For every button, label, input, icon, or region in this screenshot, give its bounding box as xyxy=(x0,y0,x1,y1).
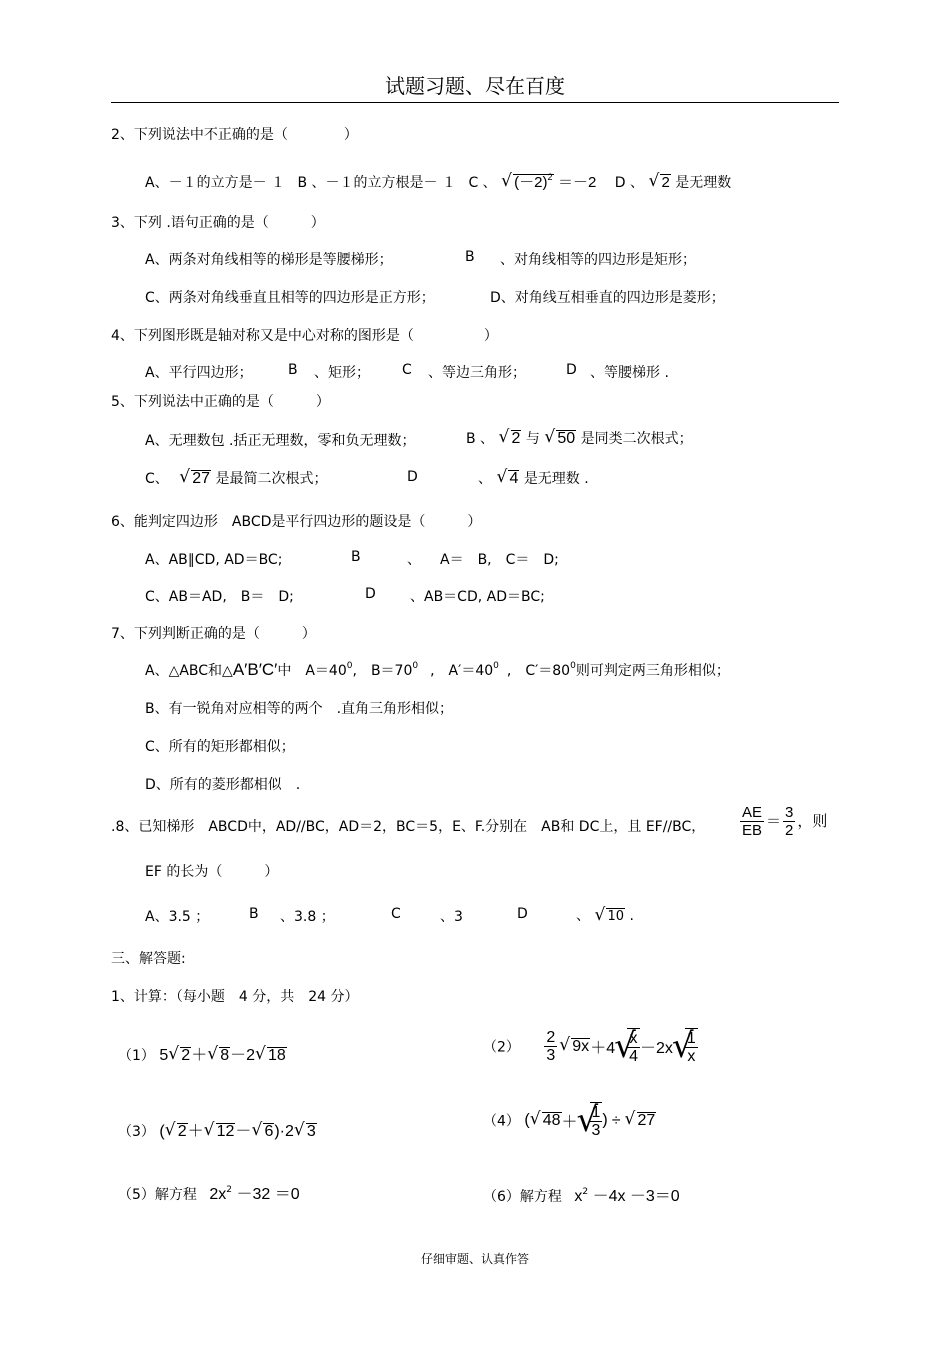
problem-6 xyxy=(483,1183,680,1206)
q5-option-d xyxy=(478,468,589,488)
problem-6-term-a: x xyxy=(574,1188,583,1205)
page-header-title: 试题习题、尽在百度 xyxy=(385,74,565,98)
q8-equals: ＝ xyxy=(766,813,782,830)
problem-1-op-2: －2 xyxy=(230,1047,256,1064)
q7-degree-3: 0 xyxy=(493,661,499,671)
problem-5-label: （5）解方程 xyxy=(118,1187,197,1203)
q8-stem: .8、已知梯形 ABCD中，AD//BC，AD＝2，BC＝5，E、F.分别在 AB和 DC上，且 EF//BC， xyxy=(111,819,706,835)
problem-6-label: （6）解方程 xyxy=(483,1189,562,1205)
section-3-q1-stem: 1、计算：（每小题 4 分，共 24 分） xyxy=(111,989,359,1005)
problem-5 xyxy=(118,1181,300,1204)
q5-option-b-label: B 、 xyxy=(466,431,495,447)
q3-option-a: A、两条对角线相等的梯形是等腰梯形； xyxy=(145,252,393,268)
q3-stem: 3、下列 .语句正确的是（ ） xyxy=(111,215,325,231)
problem-3-label: （3） xyxy=(118,1124,155,1140)
q4-option-b-label: B xyxy=(288,362,298,378)
problem-4-close: ) xyxy=(602,1111,608,1129)
problem-2-op-2: －2x xyxy=(640,1040,673,1057)
problem-4 xyxy=(483,1102,656,1139)
q7-option-a-angle-a-prime: , A′＝40 xyxy=(430,663,494,679)
problem-6-exponent: 2 xyxy=(582,1187,589,1197)
section-3-title: 三、解答题: xyxy=(111,951,186,967)
problem-1-radical-2: √ 8 xyxy=(209,1047,230,1065)
problem-4-label: （4） xyxy=(483,1113,520,1130)
problem-3-close: ) xyxy=(274,1123,280,1140)
q2-option-c-label: C 、 xyxy=(468,175,497,191)
q8-option-d-label: D xyxy=(517,906,528,922)
q2-option-c-radical: √ $(-2)^2$ xyxy=(503,174,553,192)
q6-option-d: 、AB＝CD, AD＝BC; xyxy=(410,589,545,605)
problem-4-radical-2: √ $\frac{1}{3}$ xyxy=(578,1102,603,1139)
problem-3-radical-1: √ 2 xyxy=(167,1123,188,1141)
problem-5-term-a: 2x xyxy=(209,1186,227,1203)
q5-option-d-label: D xyxy=(407,469,418,485)
problem-1-op-1: ＋ xyxy=(191,1047,208,1064)
q3-option-d: D、对角线互相垂直的四边形是菱形； xyxy=(490,290,725,306)
q7-degree-2: 0 xyxy=(412,661,419,671)
q6-option-a: A、AB∥CD, AD＝BC; xyxy=(145,552,283,568)
q2-option-d-tail: 是无理数 xyxy=(675,175,732,191)
q7-option-c: C、所有的矩形都相似； xyxy=(145,739,295,755)
problem-1 xyxy=(118,1042,287,1065)
problem-2-label: （2） xyxy=(483,1039,520,1056)
q6-option-b-label: B xyxy=(351,549,361,565)
problem-4-open: ( xyxy=(524,1111,530,1129)
problem-2-op-1: ＋4 xyxy=(590,1040,616,1057)
problem-1-label: （1） xyxy=(118,1048,155,1064)
q5-option-b xyxy=(466,428,693,448)
problem-2 xyxy=(483,1028,698,1065)
q8-option-d-tail: . xyxy=(629,908,634,924)
q8-stem-tail: ，则 xyxy=(797,812,828,830)
problem-3-open: ( xyxy=(159,1123,165,1140)
problem-4-radical-1: √ 48 xyxy=(532,1112,562,1130)
q7-option-a-angle-b: , B＝70 xyxy=(352,663,413,679)
q7-option-b: B、有一锐角对应相等的两个 .直角三角形相似； xyxy=(145,701,454,717)
q5-option-d-tail: 是无理数 . xyxy=(523,471,589,487)
problem-3-radical-4: √ 3 xyxy=(296,1123,317,1141)
page-footer: 仔细审题、认真作答 xyxy=(420,1252,529,1266)
q5-option-c-label: C、 xyxy=(145,471,169,487)
q7-option-a-tail: 则可判定两三角形相似； xyxy=(575,663,730,679)
problem-3-op-2: － xyxy=(235,1123,252,1140)
q5-option-b-radical-1: √ 2 xyxy=(501,430,522,448)
q7-option-d: D、所有的菱形都相似 . xyxy=(145,777,301,793)
q7-option-a-angle-c-prime: , C′＝80 xyxy=(506,663,571,679)
problem-2-radical-2: √ $\frac{x}{4}$ xyxy=(615,1028,640,1065)
q4-stem: 4、下列图形既是轴对称又是中心对称的图形是（ ） xyxy=(111,328,498,344)
problem-4-op-2: ÷ xyxy=(611,1111,621,1129)
q6-stem: 6、能判定四边形 ABCD是平行四边形的题设是（ ） xyxy=(111,514,482,530)
q6-option-b-sep: 、 xyxy=(407,552,421,568)
q8-ratio xyxy=(738,804,827,839)
q5-stem: 5、下列说法中正确的是（ ） xyxy=(111,394,330,410)
problem-6-term-b: －4x －3＝0 xyxy=(592,1188,680,1205)
q2-option-d-radical: √ 2 xyxy=(650,174,670,191)
q2-options xyxy=(145,171,731,192)
q8-option-b-label: B xyxy=(249,906,259,922)
problem-4-op-1: ＋ xyxy=(561,1114,578,1131)
problem-1-radical-3: √ 18 xyxy=(257,1047,287,1065)
q5-option-b-mid: 与 xyxy=(525,431,540,447)
problem-2-radical-3: √ $\frac{1}{x}$ xyxy=(673,1028,698,1065)
problem-3-radical-2: √ 12 xyxy=(206,1123,236,1141)
q8-option-a: A、3.5 ； xyxy=(145,909,210,925)
q5-option-c-radical: √ 27 xyxy=(181,470,211,488)
problem-3 xyxy=(118,1118,317,1141)
problem-1-radical-1: √ 2 xyxy=(170,1047,191,1065)
problem-3-mul: ·2 xyxy=(279,1123,294,1140)
q4-option-a: A、平行四边形； xyxy=(145,365,253,381)
q2-option-c-rhs: ＝－2 xyxy=(557,174,597,191)
q5-option-d-radical: √ 4 xyxy=(498,470,519,488)
q8-fraction-ae-eb: $\frac{AE}{EB}$ xyxy=(742,804,763,839)
problem-5-exponent: 2 xyxy=(226,1185,233,1195)
q8-option-d xyxy=(576,905,634,925)
q5-option-c-tail: 是最简二次根式； xyxy=(215,471,328,487)
q6-option-d-label: D xyxy=(365,586,376,602)
q5-option-c xyxy=(145,468,327,488)
q8-option-d-sep: 、 xyxy=(576,908,590,924)
q4-option-c: 、等边三角形； xyxy=(428,365,526,381)
q7-option-a-triangle: A′B′C′ xyxy=(232,660,278,679)
problem-2-radical-1: √ 9x xyxy=(561,1038,590,1056)
q7-option-a-pre: A、△ABC和△ xyxy=(145,663,233,679)
problem-3-radical-3: √ 6 xyxy=(253,1123,274,1141)
q8-line2: EF 的长为（ ） xyxy=(145,864,279,880)
q6-option-c: C、AB＝AD, B＝ D; xyxy=(145,589,294,605)
q3-option-b-label: B xyxy=(465,249,475,265)
q7-degree-4: 0 xyxy=(570,661,576,671)
q6-option-b: A＝ B, C＝ D; xyxy=(440,552,559,568)
q4-option-c-label: C xyxy=(402,362,412,378)
q5-option-b-radical-2: √ 50 xyxy=(546,430,576,448)
q8-fraction-3-2: $\frac{3}{2}$ xyxy=(785,804,794,839)
problem-5-term-b: －32 ＝0 xyxy=(236,1186,300,1203)
q2-option-b: B 、－１的立方根是－ １ xyxy=(297,175,456,191)
q2-option-a: A、－１的立方是－ １ xyxy=(145,175,286,191)
q7-stem: 7、下列判断正确的是（ ） xyxy=(111,626,316,642)
q8-option-b: 、3.8 ； xyxy=(280,909,335,925)
q4-option-b: 、矩形； xyxy=(314,365,370,381)
q8-option-c: 、3 xyxy=(440,909,463,925)
q5-option-d-sep: 、 xyxy=(478,471,492,487)
q7-option-a xyxy=(145,660,730,680)
q5-option-b-tail: 是同类二次根式； xyxy=(580,431,693,447)
q2-stem: 2、下列说法中不正确的是（ ） xyxy=(111,127,358,143)
q8-option-c-label: C xyxy=(391,906,401,922)
q5-option-a: A、无理数包 .括正无理数，零和负无理数； xyxy=(145,433,416,449)
problem-2-fraction: $\frac{2}{3}$ xyxy=(546,1029,556,1064)
q8-option-d-radical: √ 10 xyxy=(596,908,625,925)
q3-option-b: 、对角线相等的四边形是矩形； xyxy=(500,252,696,268)
header-rule xyxy=(111,102,839,103)
q7-option-a-angle-a: 中 A＝40 xyxy=(277,663,347,679)
q7-degree-1: 0 xyxy=(346,661,353,671)
problem-1-coef: 5 xyxy=(159,1047,169,1064)
q4-option-d-label: D xyxy=(566,362,577,378)
problem-4-radical-3: √ 27 xyxy=(627,1112,657,1130)
problem-3-op-1: ＋ xyxy=(187,1123,204,1140)
q2-option-d-label: D 、 xyxy=(614,175,644,191)
q3-option-c: C、两条对角线垂直且相等的四边形是正方形； xyxy=(145,290,435,306)
q4-option-d: 、等腰梯形 . xyxy=(590,365,669,381)
